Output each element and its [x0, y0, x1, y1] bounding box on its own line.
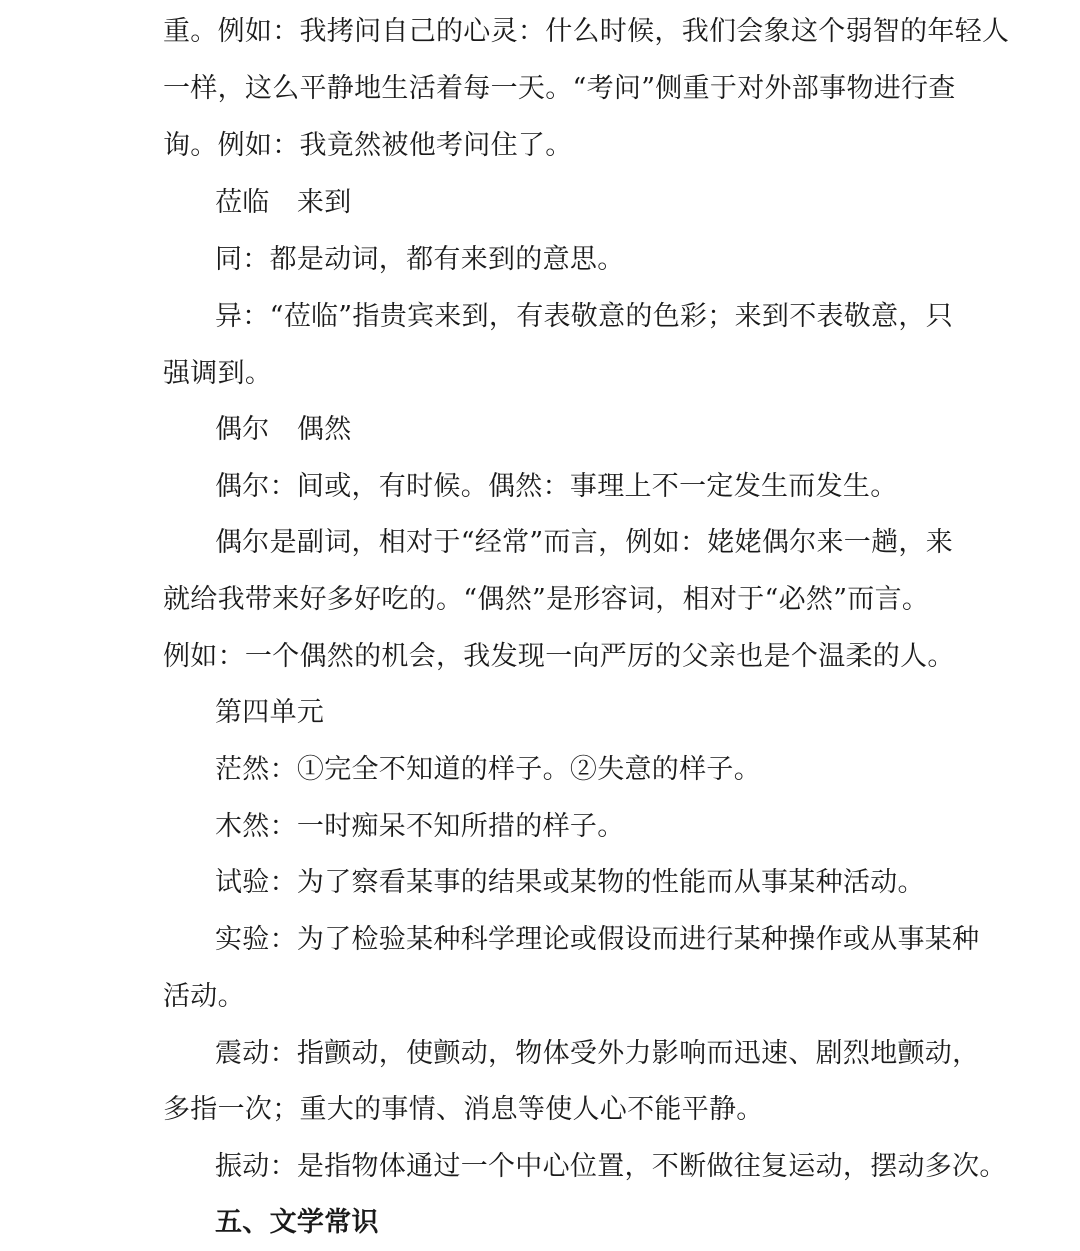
text-line: 木然：一时痴呆不知所措的样子。 — [215, 811, 625, 842]
text-line: 试验：为了察看某事的结果或某物的性能而从事某种活动。 — [215, 867, 925, 898]
text-line: 实验：为了检验某种科学理论或假设而进行某种操作或从事某种 — [215, 924, 980, 955]
text-line: 一样，这么平静地生活着每一天。“考问”侧重于对外部事物进行查 — [163, 73, 956, 104]
text-line: 强调到。 — [163, 358, 273, 389]
text-line: 重。例如：我拷问自己的心灵：什么时候，我们会象这个弱智的年轻人 — [163, 16, 1010, 47]
text-line: 异：“莅临”指贵宾来到，有表敬意的色彩；来到不表敬意，只 — [215, 301, 954, 332]
text-line: 偶尔是副词，相对于“经常”而言，例如：姥姥偶尔来一趟，来 — [215, 527, 954, 558]
word-pair-heading: 莅临 来到 — [215, 187, 352, 218]
section-heading: 第四单元 — [215, 697, 325, 728]
text-line: 例如：一个偶然的机会，我发现一向严厉的父亲也是个温柔的人。 — [163, 641, 955, 672]
text-line: 活动。 — [163, 981, 245, 1012]
text-line: 就给我带来好多好吃的。“偶然”是形容词，相对于“必然”而言。 — [163, 584, 930, 615]
text-line: 询。例如：我竟然被他考问住了。 — [163, 130, 573, 161]
text-line: 偶尔：间或，有时候。偶然：事理上不一定发生而发生。 — [215, 471, 898, 502]
word-pair-heading: 偶尔 偶然 — [215, 414, 352, 445]
text-line: 震动：指颤动，使颤动，物体受外力影响而迅速、剧烈地颤动， — [215, 1038, 980, 1069]
text-line: 茫然：①完全不知道的样子。②失意的样子。 — [215, 754, 761, 785]
section-heading: 五、文学常识 — [215, 1207, 379, 1238]
text-line: 多指一次；重大的事情、消息等使人心不能平静。 — [163, 1094, 764, 1125]
text-line: 振动：是指物体通过一个中心位置，不断做往复运动，摆动多次。 — [215, 1151, 1007, 1182]
text-line: 同：都是动词，都有来到的意思。 — [215, 244, 625, 275]
